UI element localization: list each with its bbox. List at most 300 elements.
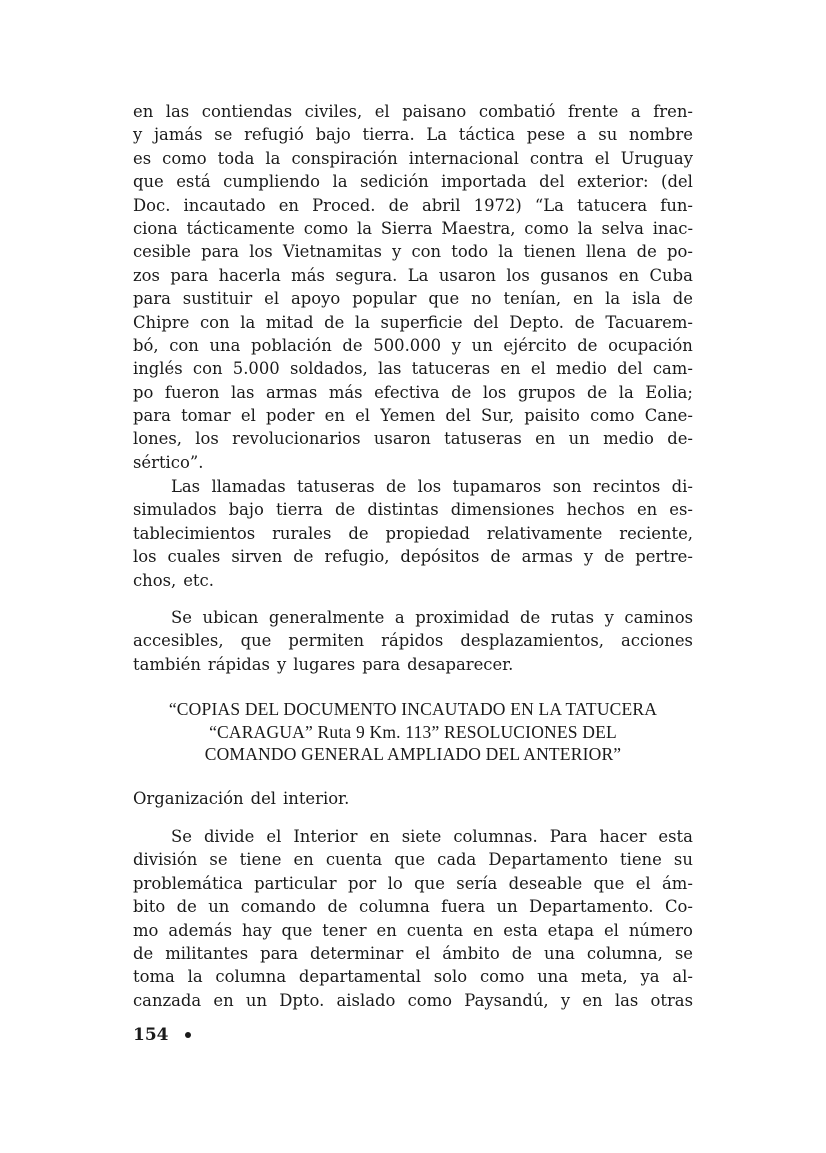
word: efectiva (374, 382, 440, 402)
word: la (332, 172, 348, 192)
text-line (133, 147, 693, 170)
word: combatió (478, 102, 556, 121)
word: Sur, (481, 406, 515, 426)
word: Se (171, 608, 192, 627)
word: la (265, 148, 281, 168)
paragraph-1 (133, 100, 693, 474)
text-line (133, 287, 693, 310)
word: pese (526, 125, 566, 145)
word: de (342, 335, 363, 355)
word: de (176, 897, 197, 917)
word: simulados (133, 500, 217, 520)
word: Maestra, (441, 218, 516, 238)
word: llena (585, 242, 627, 262)
word: divide (203, 827, 255, 846)
word: armas (521, 547, 573, 567)
word: en (618, 265, 640, 285)
word: tenían, (503, 289, 562, 309)
word: la (618, 382, 634, 402)
word: paisito (524, 406, 580, 426)
word: Dpto. (279, 990, 325, 1010)
word: de (511, 943, 532, 963)
word: y (560, 990, 571, 1010)
word: lugares (293, 654, 356, 674)
word: comando (240, 897, 317, 917)
word: La (407, 265, 429, 285)
word: a (576, 125, 587, 145)
word: rápidas (207, 654, 270, 674)
word: no (471, 289, 492, 309)
word: de (490, 547, 511, 567)
word: los (133, 547, 157, 567)
word: ám- (662, 873, 693, 893)
word: de (636, 242, 657, 262)
word: de (327, 897, 348, 917)
word: el (415, 943, 431, 963)
word: tatuceras (411, 359, 491, 379)
word: Para (549, 827, 588, 846)
text-line (133, 545, 693, 568)
word: siete (401, 827, 442, 846)
word: en (369, 827, 390, 846)
word: tomar (181, 406, 231, 426)
word: en (473, 920, 494, 940)
word: cuenta (406, 920, 464, 940)
word: cesible (133, 242, 191, 262)
word: hacer (599, 827, 647, 846)
word: Tacuarem- (605, 312, 693, 332)
word: hay (242, 920, 272, 940)
word: las (614, 990, 639, 1010)
word: el (635, 873, 651, 893)
word: depósitos (400, 547, 480, 567)
text-line (133, 825, 693, 848)
word: Chipre (133, 312, 190, 332)
word: la (354, 312, 370, 332)
text-line (133, 942, 693, 965)
word: y (276, 654, 287, 674)
word: también (133, 654, 201, 674)
word: los (417, 477, 442, 496)
word: particular (254, 873, 337, 893)
word: población (251, 335, 332, 355)
word: reciente, (619, 523, 693, 543)
word: medio (603, 429, 654, 449)
word: para (170, 265, 209, 285)
word: el (594, 148, 610, 168)
word: tiene (239, 850, 282, 870)
text-line (133, 895, 693, 918)
text-line (133, 522, 693, 545)
word: que (281, 920, 313, 940)
word: rápidos (381, 631, 444, 651)
word: civiles, (304, 102, 363, 121)
word: accesibles, (133, 631, 224, 651)
word: usaron (373, 429, 431, 449)
word: rurales (272, 523, 332, 543)
word: tablecimientos (133, 523, 256, 543)
page-number-text: 154 (133, 1025, 169, 1045)
word: desplazamientos, (460, 631, 604, 651)
heading-line-3: COMANDO GENERAL AMPLIADO DEL ANTERIOR” (204, 744, 622, 764)
word: medio (556, 359, 607, 379)
text-line (133, 381, 693, 404)
word: etapa (547, 920, 594, 940)
word: un (568, 429, 590, 449)
word: lo (387, 873, 403, 893)
word: tatuseras (444, 429, 522, 449)
word: 1972) (473, 195, 522, 215)
word: popular (352, 289, 417, 309)
word: hechos (566, 500, 625, 520)
word: columnas. (453, 827, 538, 846)
word: lones, (133, 429, 182, 449)
word: bajo (315, 125, 351, 145)
word: tierra. (362, 125, 415, 145)
word: cam- (652, 359, 693, 379)
word: de (324, 312, 345, 332)
word: además (168, 920, 233, 940)
word: exterior: (577, 172, 649, 192)
text-line (133, 100, 693, 123)
word: de (293, 547, 314, 567)
word: de (520, 608, 541, 627)
word: la (187, 967, 203, 987)
word: di- (671, 477, 693, 496)
word: Las (171, 477, 201, 496)
word: jamás (153, 125, 203, 145)
text-line (133, 872, 693, 895)
word: La (426, 125, 448, 145)
word: po- (667, 242, 693, 262)
text-line (133, 404, 693, 427)
word: pertre- (635, 547, 693, 567)
word: la (498, 242, 514, 262)
word: Cane- (644, 406, 693, 426)
word: cada (437, 850, 477, 870)
word: de (672, 289, 693, 309)
word: Organización (133, 789, 244, 808)
word: problemática (133, 873, 243, 893)
word: “La (534, 195, 564, 215)
word: más (291, 265, 325, 285)
word: (del (661, 172, 693, 192)
subheading-block (133, 787, 693, 810)
word: armas (265, 382, 318, 402)
word: toma (133, 967, 175, 987)
word: Uruguay (620, 148, 693, 168)
word: de (335, 500, 356, 520)
word: meta, (580, 967, 628, 987)
word: isla (632, 289, 661, 309)
word: sirven (231, 547, 283, 567)
word: del (539, 172, 565, 192)
word: bito (133, 897, 166, 917)
word: del (250, 789, 277, 808)
word: fuera (441, 897, 486, 917)
word: cuenta (325, 850, 383, 870)
word: con (411, 242, 442, 262)
word: nombre (628, 125, 693, 145)
word: como (590, 406, 635, 426)
word: de (388, 195, 409, 215)
word: de (577, 335, 598, 355)
word: es- (669, 500, 693, 520)
word: para (201, 242, 240, 262)
word: los (482, 382, 507, 402)
word: proximidad (415, 608, 510, 627)
word: poder (266, 406, 315, 426)
word: en (376, 920, 397, 940)
word: grupos (517, 382, 576, 402)
word: para (260, 943, 298, 963)
text-line (133, 170, 693, 193)
word: tácticamente (186, 218, 295, 238)
text-line (133, 606, 693, 629)
heading-line-1: “COPIAS DEL DOCUMENTO INCAUTADO EN LA TATUCERA (168, 699, 658, 719)
word: por (348, 873, 377, 893)
word: generalmente (268, 608, 385, 627)
word: otras (650, 990, 693, 1010)
word: es (133, 148, 152, 168)
word: las (165, 102, 190, 121)
text-line (133, 427, 693, 450)
word: toda (217, 148, 255, 168)
word: usaron (438, 265, 496, 285)
word: acciones (621, 631, 693, 651)
word: y (583, 547, 594, 567)
word: todo (451, 242, 489, 262)
word: mo (133, 920, 159, 940)
word: Proced. (312, 195, 376, 215)
page-number (133, 1025, 191, 1045)
word: refugio, (324, 547, 390, 567)
word: su (598, 125, 618, 145)
word: el (266, 827, 282, 846)
word: Co- (664, 897, 693, 917)
word: bajo (228, 500, 264, 520)
word: sértico”. (133, 452, 204, 472)
word: esta (658, 827, 693, 846)
word: del (617, 359, 643, 379)
word: un (471, 335, 493, 355)
word: 500.000 (373, 335, 442, 355)
word: abril (421, 195, 461, 215)
word: ocupación (608, 335, 693, 355)
word: la (240, 312, 256, 332)
word: tienen (523, 242, 576, 262)
word: para (362, 654, 401, 674)
word: ya (640, 967, 660, 987)
section-heading (133, 698, 693, 766)
text-line (133, 311, 693, 334)
word: tupamaros (452, 477, 542, 496)
word: tener (322, 920, 367, 940)
text-line (133, 498, 693, 521)
word: que (133, 172, 164, 192)
word: Vietnamitas (282, 242, 382, 262)
word: número (628, 920, 693, 940)
word: fren- (653, 102, 693, 121)
word: distintas (367, 500, 439, 520)
word: apoyo (291, 289, 341, 309)
word: del (473, 312, 499, 332)
word: rutas (550, 608, 594, 627)
word: en (500, 359, 521, 379)
word: po (133, 382, 154, 402)
word: cumpliendo (223, 172, 321, 192)
word: los (249, 242, 273, 262)
word: superficie (380, 312, 463, 332)
word: sustituir (182, 289, 253, 309)
word: relativamente (486, 523, 603, 543)
word: que (428, 289, 460, 309)
word: a (394, 608, 405, 627)
word: gusanos (540, 265, 609, 285)
word: fueron (164, 382, 220, 402)
text-line (133, 569, 693, 592)
word: en (213, 990, 234, 1010)
word: de (587, 382, 608, 402)
text-line (133, 989, 693, 1012)
word: canzada (133, 990, 202, 1010)
word: caminos (624, 608, 693, 627)
word: de (386, 477, 407, 496)
word: columna, (586, 943, 663, 963)
word: en (324, 406, 345, 426)
bullet-icon (185, 1032, 191, 1038)
text-line (133, 965, 693, 988)
word: ciona (133, 218, 178, 238)
word: segura. (335, 265, 398, 285)
word: bó, (133, 335, 159, 355)
word: a (630, 102, 641, 121)
word: contiendas (201, 102, 293, 121)
word: en (572, 289, 594, 309)
word: que (593, 873, 625, 893)
word: esta (503, 920, 538, 940)
word: mitad (265, 312, 314, 332)
text-line (133, 629, 693, 652)
word: se (209, 850, 228, 870)
word: el (355, 406, 371, 426)
word: sedición (359, 172, 429, 192)
word: Doc. (133, 195, 171, 215)
word: llamadas (211, 477, 286, 496)
word: una (537, 967, 569, 987)
text-line (133, 475, 693, 498)
word: contra (529, 148, 584, 168)
word: permiten (288, 631, 365, 651)
word: con (199, 312, 230, 332)
word: revolucionarios (232, 429, 361, 449)
word: Paysandú, (464, 990, 549, 1010)
word: zos (133, 265, 160, 285)
word: Se (171, 827, 192, 846)
word: más (328, 382, 363, 402)
word: paisano (402, 102, 467, 121)
word: como (162, 148, 207, 168)
word: ubican (202, 608, 259, 627)
word: que (240, 631, 272, 651)
word: que (394, 850, 426, 870)
word: las (231, 382, 255, 402)
word: ejército (503, 335, 567, 355)
word: como (524, 218, 569, 238)
word: desaparecer. (407, 654, 514, 674)
word: la (357, 218, 373, 238)
word: chos, (133, 570, 177, 590)
word: el (603, 920, 619, 940)
word: dimensiones (450, 500, 555, 520)
word: aislado (336, 990, 396, 1010)
word: solo (433, 967, 468, 987)
word: el (240, 406, 256, 426)
text-line (133, 240, 693, 263)
word: importada (441, 172, 527, 192)
word: al- (672, 967, 693, 987)
word: Eolia; (645, 382, 693, 402)
word: columna (359, 897, 430, 917)
word: como (303, 218, 349, 238)
word: determinar (310, 943, 404, 963)
word: su (673, 850, 693, 870)
subheading (133, 787, 693, 810)
word: está (176, 172, 211, 192)
heading-line-2: “CARAGUA” Ruta 9 Km. 113” RESOLUCIONES DEL (209, 721, 617, 742)
word: Depto. (509, 312, 564, 332)
word: los (195, 429, 219, 449)
word: Interior (293, 827, 358, 846)
word: el (374, 102, 390, 121)
text-line (133, 217, 693, 240)
word: en (278, 195, 299, 215)
word: tiene (620, 850, 662, 870)
word: de (574, 312, 595, 332)
word: la (605, 289, 621, 309)
word: en (636, 500, 658, 520)
word: Cuba (649, 265, 693, 285)
word: columna (215, 967, 287, 987)
text-line (133, 334, 693, 357)
word: fun- (660, 195, 693, 215)
word: como (407, 990, 453, 1010)
word: cuales (167, 547, 221, 567)
text-line (133, 848, 693, 871)
word: soldados, (289, 359, 368, 379)
word: el (264, 289, 280, 309)
word: y (133, 125, 143, 145)
word: internacional (408, 148, 519, 168)
word: el (530, 359, 546, 379)
word: los (506, 265, 530, 285)
text-line (133, 919, 693, 942)
word: se (214, 125, 233, 145)
word: de- (667, 429, 693, 449)
word: como (479, 967, 525, 987)
word: inac- (652, 218, 693, 238)
word: incautado (183, 195, 266, 215)
text-line (133, 653, 693, 676)
word: refugió (244, 125, 304, 145)
word: etc. (183, 570, 214, 590)
word: la (577, 218, 593, 238)
word: 5.000 (232, 359, 280, 379)
text-line (133, 264, 693, 287)
word: que (414, 873, 445, 893)
text-line (133, 123, 693, 146)
word: del (445, 406, 471, 426)
